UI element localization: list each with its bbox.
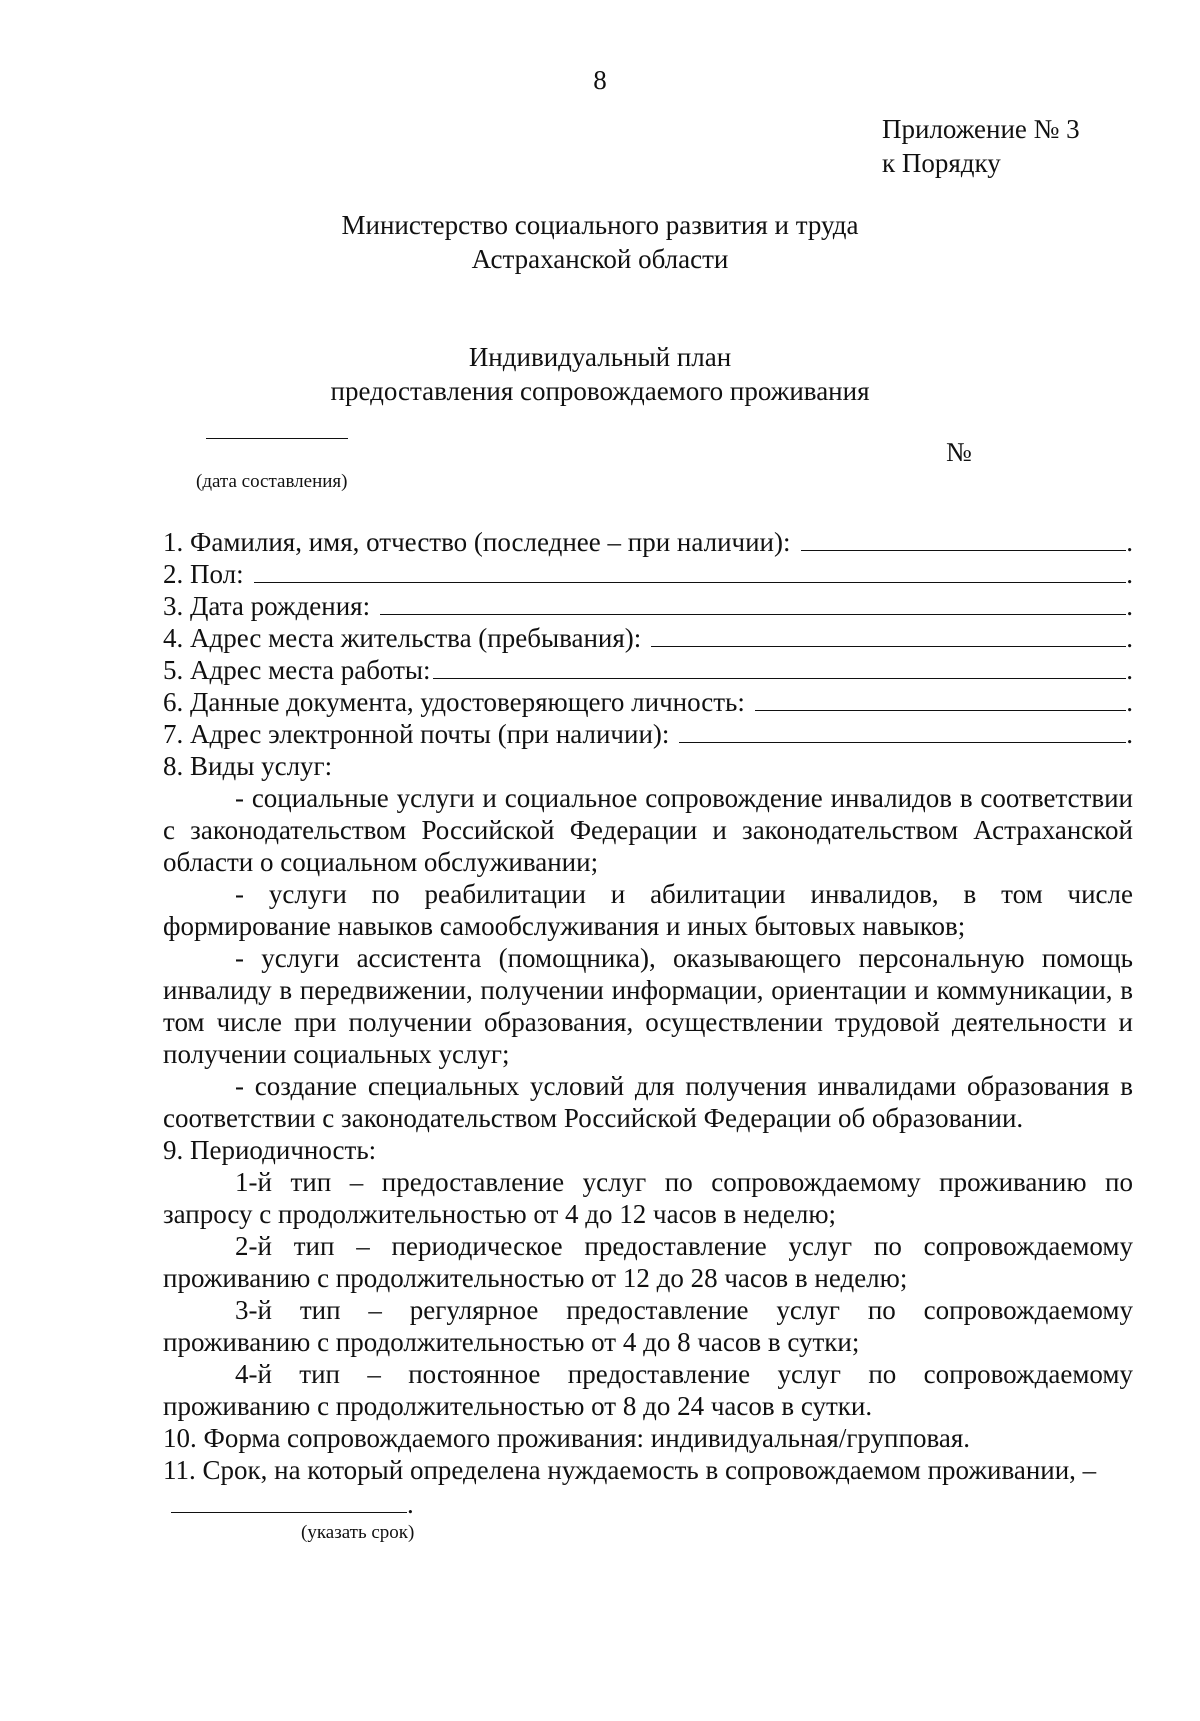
- service-item: - социальные услуги и социальное сопровождение инвалидов в соответствии с законодательством Российской Федерации и законодательством Астраханской области о социальном обслуживании;: [163, 783, 1133, 877]
- ministry-line-1: Министерство социального развития и труда: [341, 210, 859, 240]
- form-body: [163, 526, 1133, 1546]
- field-row: 2. Пол: .: [163, 559, 1133, 589]
- field-label-birth-date: 3. Дата рождения:: [163, 591, 371, 621]
- field-label-work-address: 5. Адрес места работы:: [163, 655, 431, 685]
- field-label-email: 7. Адрес электронной почты (при наличии):: [163, 719, 670, 749]
- appendix-line-2: к Порядку: [882, 148, 1001, 178]
- title-line-1: Индивидуальный план: [468, 342, 732, 372]
- field-label-full-name: 1. Фамилия, имя, отчество (последнее – при наличии):: [163, 527, 791, 557]
- date-caption: (дата составления): [196, 471, 348, 492]
- field-row: 3. Дата рождения: .: [163, 591, 1133, 621]
- field-label-id-document: 6. Данные документа, удостоверяющего личность:: [163, 687, 745, 717]
- ministry-heading: [0, 208, 1200, 276]
- service-item: - услуги ассистента (помощника), оказывающего персональную помощь инвалиду в передвижении, получении информации, ориентации и коммуникации, в том числе при получении образования, осуществлении трудовой деятельности и получении социальных услуг;: [163, 943, 1133, 1069]
- periodicity-item: 4-й тип – постоянное предоставление услуг по сопровождаемому проживанию с продолжительностью от 8 до 24 часов в сутки.: [163, 1359, 1133, 1421]
- document-title: [0, 340, 1200, 408]
- birth-date-blank: [380, 590, 1126, 615]
- appendix-line-1: Приложение № 3: [882, 114, 1080, 144]
- field-row: 7. Адрес электронной почты (при наличии): .: [163, 719, 1133, 749]
- id-document-blank: [755, 686, 1126, 711]
- term-text: 11. Срок, на который определена нуждаемость в сопровождаемом проживании, –: [163, 1455, 1097, 1485]
- work-address-blank: [433, 654, 1127, 679]
- form-line: 10. Форма сопровождаемого проживания: индивидуальная/групповая.: [163, 1423, 970, 1453]
- appendix-note: [882, 112, 1080, 180]
- date-line: [206, 438, 348, 439]
- periodicity-item: 2-й тип – периодическое предоставление услуг по сопровождаемому проживанию с продолжительностью от 12 до 28 часов в неделю;: [163, 1231, 1133, 1293]
- service-item: - создание специальных условий для получения инвалидами образования в соответствии с законодательством Российской Федерации об образовании.: [163, 1071, 1133, 1133]
- title-line-2: предоставления сопровождаемого проживания: [330, 376, 870, 406]
- sex-blank: [254, 558, 1127, 583]
- field-row: 1. Фамилия, имя, отчество (последнее – при наличии): .: [163, 527, 1133, 557]
- full-name-blank: [801, 526, 1127, 551]
- field-row: 5. Адрес места работы: .: [163, 655, 1133, 685]
- field-row: 6. Данные документа, удостоверяющего личность: .: [163, 687, 1133, 717]
- term-caption: (указать срок): [301, 1522, 415, 1543]
- field-label-sex: 2. Пол:: [163, 559, 244, 589]
- service-item: - услуги по реабилитации и абилитации инвалидов, в том числе формирование навыков самообслуживания и иных бытовых навыков;: [163, 879, 1133, 941]
- field-row: 4. Адрес места жительства (пребывания): .: [163, 623, 1133, 653]
- number-sign: №: [946, 437, 972, 467]
- residence-address-blank: [651, 622, 1126, 647]
- field-label-residence-address: 4. Адрес места жительства (пребывания):: [163, 623, 642, 653]
- email-blank: [679, 718, 1126, 743]
- term-line: 11. Срок, на который определена нуждаемость в сопровождаемом проживании, – .: [163, 1455, 1097, 1519]
- periodicity-heading: 9. Периодичность:: [163, 1135, 377, 1165]
- term-blank: [171, 1486, 407, 1513]
- services-heading: 8. Виды услуг:: [163, 751, 333, 781]
- periodicity-item: 3-й тип – регулярное предоставление услуг по сопровождаемому проживанию с продолжительностью от 4 до 8 часов в сутки;: [163, 1295, 1133, 1357]
- ministry-line-2: Астраханской области: [471, 244, 729, 274]
- page-number: 8: [593, 65, 607, 95]
- periodicity-item: 1-й тип – предоставление услуг по сопровождаемому проживанию по запросу с продолжительностью от 4 до 12 часов в неделю;: [163, 1167, 1133, 1229]
